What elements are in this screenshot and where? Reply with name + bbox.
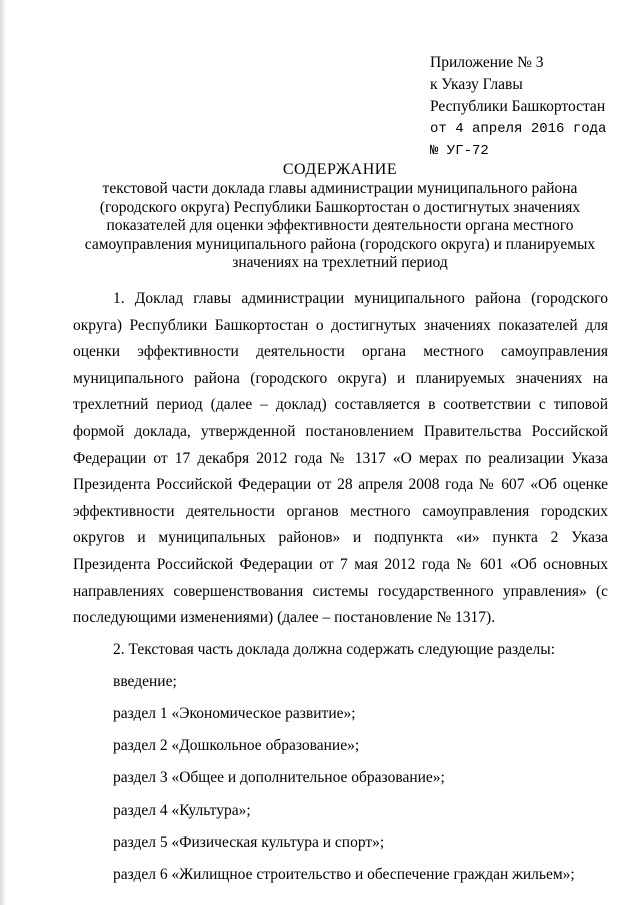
document-title: СОДЕРЖАНИЕ [282, 161, 398, 178]
appendix-line-3: Республики Башкортостан [430, 98, 606, 115]
page-edge-shadow [0, 0, 6, 905]
section-item: раздел 5 «Физическая культура и спорт»; [113, 833, 385, 851]
appendix-line-2: к Указу Главы [430, 76, 523, 93]
paragraph-2: 2. Текстовая часть доклада должна содержать следующие разделы: [113, 640, 556, 658]
appendix-number: № УГ-72 [430, 143, 489, 159]
document-subtitle: текстовой части доклада главы администрации муниципального района (городского округа) Республики Башкортостан о достигнутых значениях показателей для оценки эффективности деятельности органа местного самоуправления муниципального района (городского округа) и планируемых значениях на трехлетний период [84, 180, 596, 271]
section-item: раздел 1 «Экономическое развитие»; [113, 704, 356, 722]
appendix-date: от 4 апреля 2016 года [430, 121, 607, 137]
document-heading [80, 160, 600, 273]
section-item: раздел 3 «Общее и дополнительное образование»; [113, 769, 445, 787]
section-item: раздел 6 «Жилищное строительство и обеспечение граждан жильем»; [113, 865, 575, 883]
appendix-block [430, 52, 606, 162]
paragraph-1: 1. Доклад главы администрации муниципального района (городского округа) Республики Башкортостан о достигнутых значениях показателей для оценки эффективности деятельности органа местного самоуправления муниципального района (городского округа) и планируемых значениях на трехлетний период (далее – доклад) составляется в соответствии с типовой формой доклада, утвержденной постановлением Правительства Российской Федерации от 17 декабря 2012 года № 1317 «О мерах по реализации Указа Президента Российской Федерации от 28 апреля 2008 года № 607 «Об оценке эффективности деятельности органов местного самоуправления городских округов и муниципальных районов» и подпункта «и» пункта 2 Указа Президента Российской Федерации от 7 мая 2012 года № 601 «Об основных направлениях совершенствования системы государственного управления» (с последующими изменениями) (далее – постановление № 1317). [73, 290, 608, 627]
document-body [73, 286, 608, 891]
section-item: раздел 4 «Культура»; [113, 801, 251, 819]
section-item: раздел 2 «Дошкольное образование»; [113, 737, 360, 755]
appendix-line-1: Приложение № 3 [430, 54, 544, 71]
section-item: введение; [113, 672, 177, 690]
